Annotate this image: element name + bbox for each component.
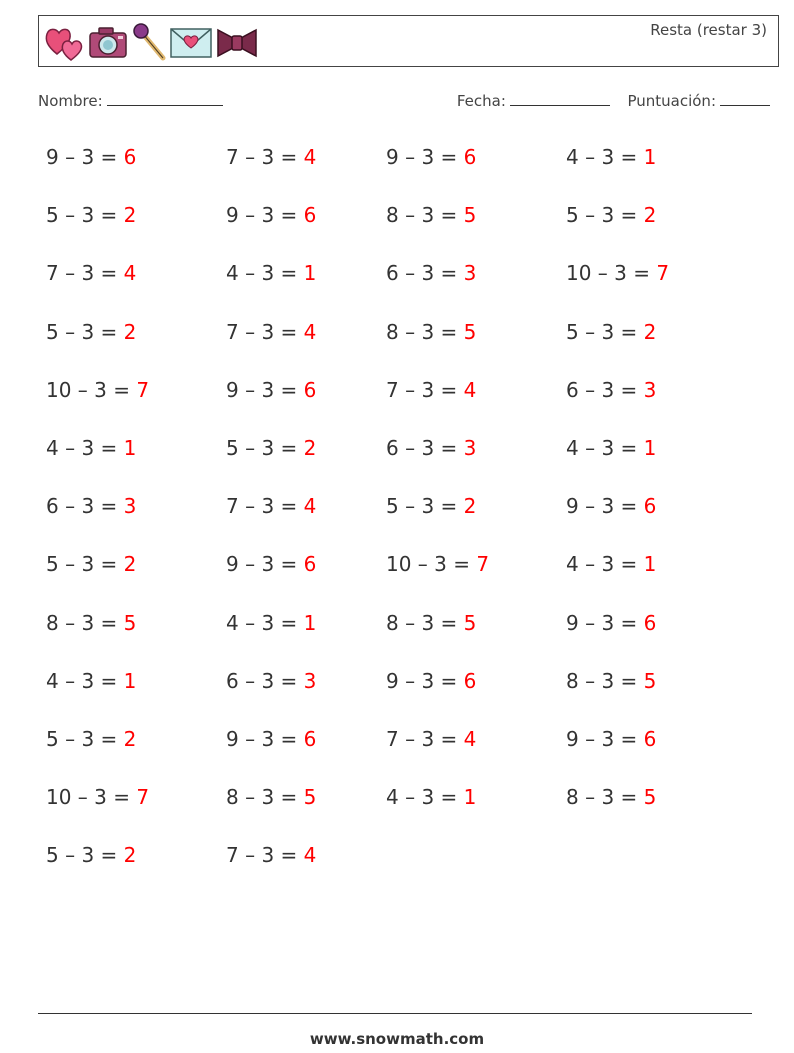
problem-answer: 2 [123,319,137,344]
problem-answer: 5 [463,610,477,635]
problem-expression: 6 – 3 = [566,377,644,402]
problem-expression: 4 – 3 = [46,436,124,460]
problem-item [226,611,316,635]
problem-expression: 10 – 3 = [386,552,477,577]
problem-expression: 6 – 3 = [386,436,464,460]
problem-answer: 2 [303,436,317,460]
problem-expression: 8 – 3 = [386,610,464,635]
problem-expression: 7 – 3 = [46,261,124,286]
problem-answer: 1 [303,610,317,635]
problem-item [386,552,489,576]
date-blank [510,105,610,106]
problem-item [226,785,316,809]
problem-expression: 4 – 3 = [226,261,304,286]
problem-answer: 2 [123,552,137,577]
problem-answer: 3 [463,261,477,286]
problem-answer: 5 [643,785,657,810]
problem-expression: 4 – 3 = [566,436,644,460]
problem-answer: 4 [463,727,477,751]
problem-expression: 4 – 3 = [566,552,644,577]
problem-item [46,611,136,635]
love-letter-icon [169,22,213,62]
footer-site: www.snowmath.com [309,1030,485,1048]
problem-expression: 4 – 3 = [46,668,124,693]
problem-answer: 1 [123,668,137,693]
problem-answer: 6 [643,727,657,751]
problem-item [566,145,656,169]
problem-answer: 6 [463,145,477,169]
problem-expression: 6 – 3 = [46,494,124,519]
footer-divider [38,1013,752,1014]
problem-item [46,261,136,285]
problem-item [46,494,136,518]
problem-expression: 6 – 3 = [226,668,304,693]
problem-answer: 3 [463,436,477,460]
problem-expression: 8 – 3 = [386,319,464,344]
problem-answer: 5 [123,610,137,635]
problem-answer: 7 [656,261,670,286]
problem-item [46,669,136,693]
problem-item [566,552,656,576]
problem-answer: 5 [463,203,477,228]
problem-item [226,669,316,693]
problem-expression: 9 – 3 = [386,145,464,169]
problem-item [386,611,476,635]
problem-answer: 4 [303,319,317,344]
problem-answer: 4 [123,261,137,286]
problem-item [566,261,669,285]
problem-item [386,494,476,518]
date-score-fields [457,92,770,110]
problem-expression: 7 – 3 = [226,494,304,519]
problem-expression: 5 – 3 = [46,203,124,228]
problem-answer: 1 [643,145,657,169]
problem-expression: 5 – 3 = [46,843,124,868]
problem-expression: 8 – 3 = [566,668,644,693]
problem-answer: 6 [303,203,317,228]
problem-expression: 6 – 3 = [386,261,464,286]
problem-answer: 4 [463,377,477,402]
problem-answer: 3 [123,494,137,519]
problem-item [566,785,656,809]
problem-item [386,320,476,344]
hearts-icon [43,22,85,62]
problem-expression: 9 – 3 = [226,203,304,228]
problem-item [46,785,149,809]
problem-item [226,320,316,344]
problem-answer: 2 [643,319,657,344]
problem-item [46,203,136,227]
problem-expression: 7 – 3 = [226,843,304,868]
problem-expression: 8 – 3 = [566,785,644,810]
problem-answer: 6 [123,145,137,169]
bow-tie-icon [215,22,259,62]
problem-expression: 9 – 3 = [566,610,644,635]
problem-answer: 6 [303,377,317,402]
problem-item [226,378,316,402]
name-label: Nombre: [38,92,103,110]
problem-answer: 7 [136,785,150,810]
microphone-icon [131,22,167,62]
problem-answer: 1 [303,261,317,286]
problem-item [226,145,316,169]
problem-item [46,552,136,576]
problem-answer: 6 [643,494,657,519]
problem-expression: 5 – 3 = [226,436,304,460]
problem-expression: 5 – 3 = [386,494,464,519]
problem-expression: 9 – 3 = [566,727,644,751]
problem-expression: 9 – 3 = [566,494,644,519]
problem-item [226,843,316,867]
problem-expression: 7 – 3 = [226,319,304,344]
problem-item [226,727,316,751]
score-label: Puntuación: [627,92,716,110]
camera-icon [87,22,129,62]
problem-answer: 1 [643,436,657,460]
problem-expression: 9 – 3 = [386,668,464,693]
problem-item [46,436,136,460]
problem-item [566,320,656,344]
problem-answer: 2 [123,843,137,868]
name-blank [107,105,223,106]
problem-item [226,552,316,576]
problem-answer: 2 [123,727,137,751]
problem-item [226,494,316,518]
problem-expression: 10 – 3 = [566,261,657,286]
problem-item [566,436,656,460]
problem-item [386,261,476,285]
problem-expression: 9 – 3 = [226,552,304,577]
problem-item [566,611,656,635]
problem-expression: 4 – 3 = [566,145,644,169]
problem-expression: 4 – 3 = [226,610,304,635]
problem-answer: 6 [463,668,477,693]
problem-expression: 5 – 3 = [46,727,124,751]
problem-item [566,203,656,227]
problem-item [566,494,656,518]
problem-answer: 6 [303,727,317,751]
problem-answer: 2 [643,203,657,228]
problem-answer: 4 [303,843,317,868]
problem-answer: 1 [463,785,477,810]
problem-expression: 10 – 3 = [46,785,137,810]
score-blank [720,105,770,106]
problem-item [386,669,476,693]
problem-answer: 2 [123,203,137,228]
problem-item [566,378,656,402]
problem-expression: 8 – 3 = [46,610,124,635]
problem-expression: 5 – 3 = [566,203,644,228]
problem-item [386,378,476,402]
problem-expression: 7 – 3 = [386,727,464,751]
problem-answer: 7 [476,552,490,577]
problem-item [46,727,136,751]
worksheet-header [38,15,779,67]
decoration-icons [43,22,261,62]
problem-item [386,785,476,809]
problem-answer: 7 [136,377,150,402]
problem-item [386,145,476,169]
problem-expression: 4 – 3 = [386,785,464,810]
problem-answer: 5 [303,785,317,810]
problem-expression: 8 – 3 = [386,203,464,228]
problem-item [226,436,316,460]
problem-item [226,203,316,227]
problem-expression: 9 – 3 = [46,145,124,169]
problem-item [566,669,656,693]
problem-item [46,843,136,867]
problem-answer: 1 [643,552,657,577]
problem-answer: 5 [463,319,477,344]
problem-answer: 4 [303,494,317,519]
problem-answer: 6 [303,552,317,577]
problem-item [46,378,149,402]
problem-answer: 4 [303,145,317,169]
problem-expression: 5 – 3 = [46,319,124,344]
problem-item [226,261,316,285]
problem-answer: 6 [643,610,657,635]
problem-item [566,727,656,751]
problem-expression: 7 – 3 = [226,145,304,169]
problem-answer: 2 [463,494,477,519]
problem-item [386,203,476,227]
problem-expression: 7 – 3 = [386,377,464,402]
problem-answer: 1 [123,436,137,460]
problem-item [386,727,476,751]
problem-expression: 8 – 3 = [226,785,304,810]
problem-answer: 3 [643,377,657,402]
date-label: Fecha: [456,92,506,110]
problem-answer: 3 [303,668,317,693]
name-field [38,92,223,110]
problem-expression: 5 – 3 = [566,319,644,344]
problem-expression: 9 – 3 = [226,727,304,751]
problem-expression: 10 – 3 = [46,377,137,402]
problem-item [386,436,476,460]
problem-expression: 9 – 3 = [226,377,304,402]
problem-answer: 5 [643,668,657,693]
problem-expression: 5 – 3 = [46,552,124,577]
problem-item [46,320,136,344]
problem-item [46,145,136,169]
worksheet-title: Resta (restar 3) [650,21,767,39]
